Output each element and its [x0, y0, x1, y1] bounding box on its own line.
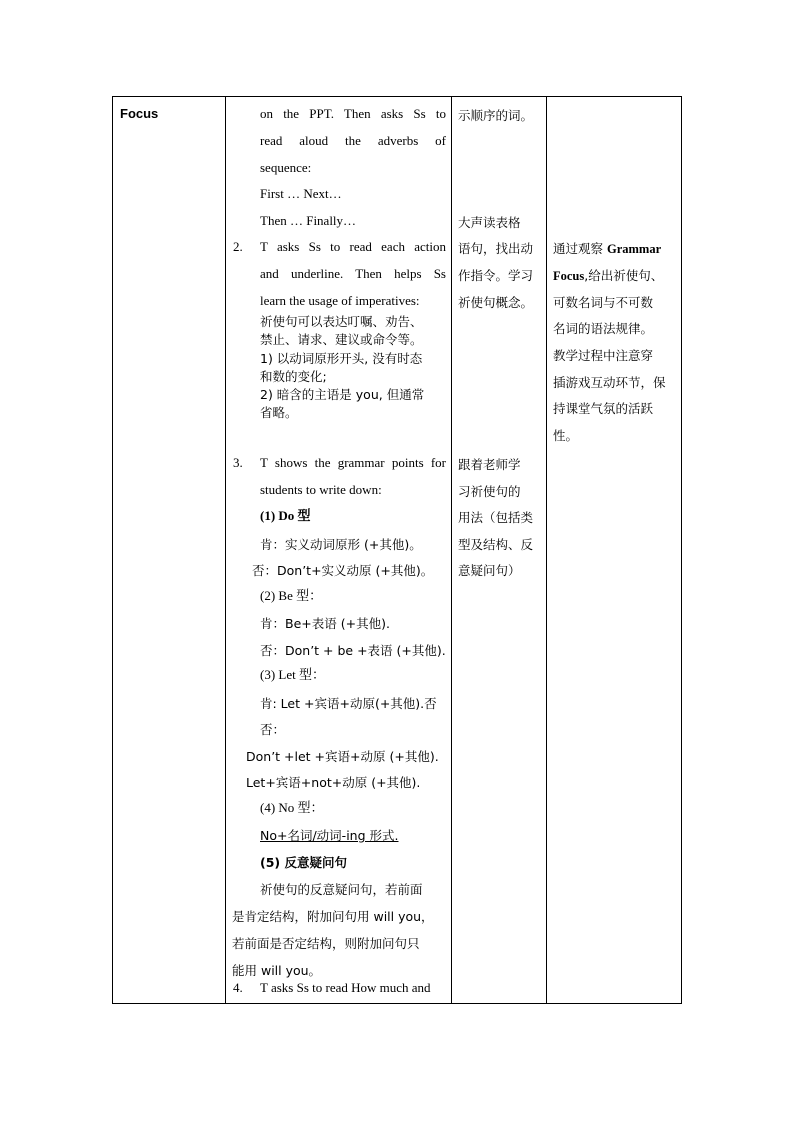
grammar-line: 能用 will you。 — [232, 963, 322, 978]
grammar-line: 否：Don’t + be +表语 (+其他). — [260, 643, 446, 658]
grammar-line: 肯: Let +宾语+动原(+其他).否 — [260, 696, 437, 711]
grammar-heading: (5) 反意疑问句 — [260, 855, 347, 870]
grammar-heading: (4) No 型： — [260, 800, 324, 815]
grammar-line: No+名词/动词-ing 形式. — [260, 828, 399, 843]
teacher-activity-cell — [226, 97, 452, 1004]
student-line: 示顺序的词。 — [458, 108, 534, 123]
activity-line: read aloud the adverbs of — [260, 133, 446, 148]
student-line: 大声读表格 — [458, 215, 521, 230]
purpose-line: 插游戏互动环节，保 — [553, 375, 666, 390]
activity-line: sequence: — [260, 160, 312, 175]
activity-line: 和数的变化; — [260, 369, 327, 384]
student-line: 型及结构、反 — [458, 537, 534, 552]
list-number: 3. — [233, 455, 243, 470]
student-line: 语句，找出动 — [458, 241, 534, 256]
grammar-line: 祈使句的反意疑问句，若前面 — [260, 882, 423, 897]
activity-line: 禁止、请求、建议或命令等。 — [260, 332, 423, 347]
purpose-keyword: Grammar — [606, 242, 662, 256]
purpose-line — [553, 266, 663, 284]
activity-line: and underline. Then helps Ss — [260, 266, 446, 281]
grammar-line: 若前面是否定结构，则附加问句只 — [232, 936, 420, 951]
student-line: 祈使句概念。 — [458, 295, 534, 310]
purpose-line — [553, 239, 661, 257]
student-line: 意疑问句） — [458, 563, 521, 578]
purpose-line: 教学过程中注意穿 — [553, 348, 654, 363]
grammar-heading: (3) Let 型： — [260, 667, 325, 682]
activity-line: Then … Finally… — [260, 213, 357, 228]
grammar-line: 是肯定结构，附加问句用 will you， — [232, 909, 434, 924]
grammar-line: 否：Don’t+实义动原 (+其他)。 — [252, 563, 434, 578]
grammar-line: Don’t +let +宾语+动原 (+其他). — [246, 749, 439, 764]
purpose-line: 可数名词与不可数 — [553, 295, 654, 310]
student-line: 跟着老师学 — [458, 457, 521, 472]
purpose-keyword: Focus — [553, 269, 585, 283]
grammar-heading: (1) Do 型 — [260, 508, 311, 523]
student-activity-cell — [452, 97, 547, 1004]
purpose-text: ,给出祈使句、 — [584, 268, 664, 283]
list-number: 2. — [233, 239, 243, 254]
activity-line: T shows the grammar points for — [260, 455, 446, 470]
grammar-line: Let+宾语+not+动原 (+其他). — [246, 775, 421, 790]
activity-line: on the PPT. Then asks Ss to — [260, 106, 446, 121]
student-line: 用法（包括类 — [458, 510, 534, 525]
activity-line: students to write down: — [260, 482, 382, 497]
grammar-line: 肯：Be+表语 (+其他). — [260, 616, 390, 631]
student-line: 作指令。学习 — [458, 268, 534, 283]
grammar-heading: (2) Be 型： — [260, 588, 323, 603]
activity-line: T asks Ss to read each action — [260, 239, 446, 254]
activity-line: 省略。 — [260, 405, 298, 420]
purpose-text: 通过观察 — [553, 241, 607, 256]
activity-line: First … Next… — [260, 186, 342, 201]
student-line: 习祈使句的 — [458, 484, 521, 499]
list-number: 4. — [233, 980, 243, 995]
activity-line: 祈使句可以表达叮嘱、劝告、 — [260, 314, 423, 329]
grammar-line: 否： — [260, 722, 286, 737]
activity-line: T asks Ss to read How much and — [260, 980, 431, 995]
purpose-cell — [547, 97, 682, 1004]
stage-label: Focus — [120, 106, 159, 121]
activity-line: 2) 暗含的主语是 you, 但通常 — [260, 387, 425, 402]
lesson-plan-table — [112, 96, 682, 1004]
grammar-line: 肯：实义动词原形 (+其他)。 — [260, 537, 422, 552]
purpose-line: 名词的语法规律。 — [553, 321, 654, 336]
activity-line: learn the usage of imperatives: — [260, 293, 420, 308]
purpose-line: 持课堂气氛的活跃 — [553, 401, 654, 416]
activity-line: 1) 以动词原形开头, 没有时态 — [260, 351, 423, 366]
purpose-line: 性。 — [553, 428, 579, 443]
stage-cell — [113, 97, 226, 1004]
